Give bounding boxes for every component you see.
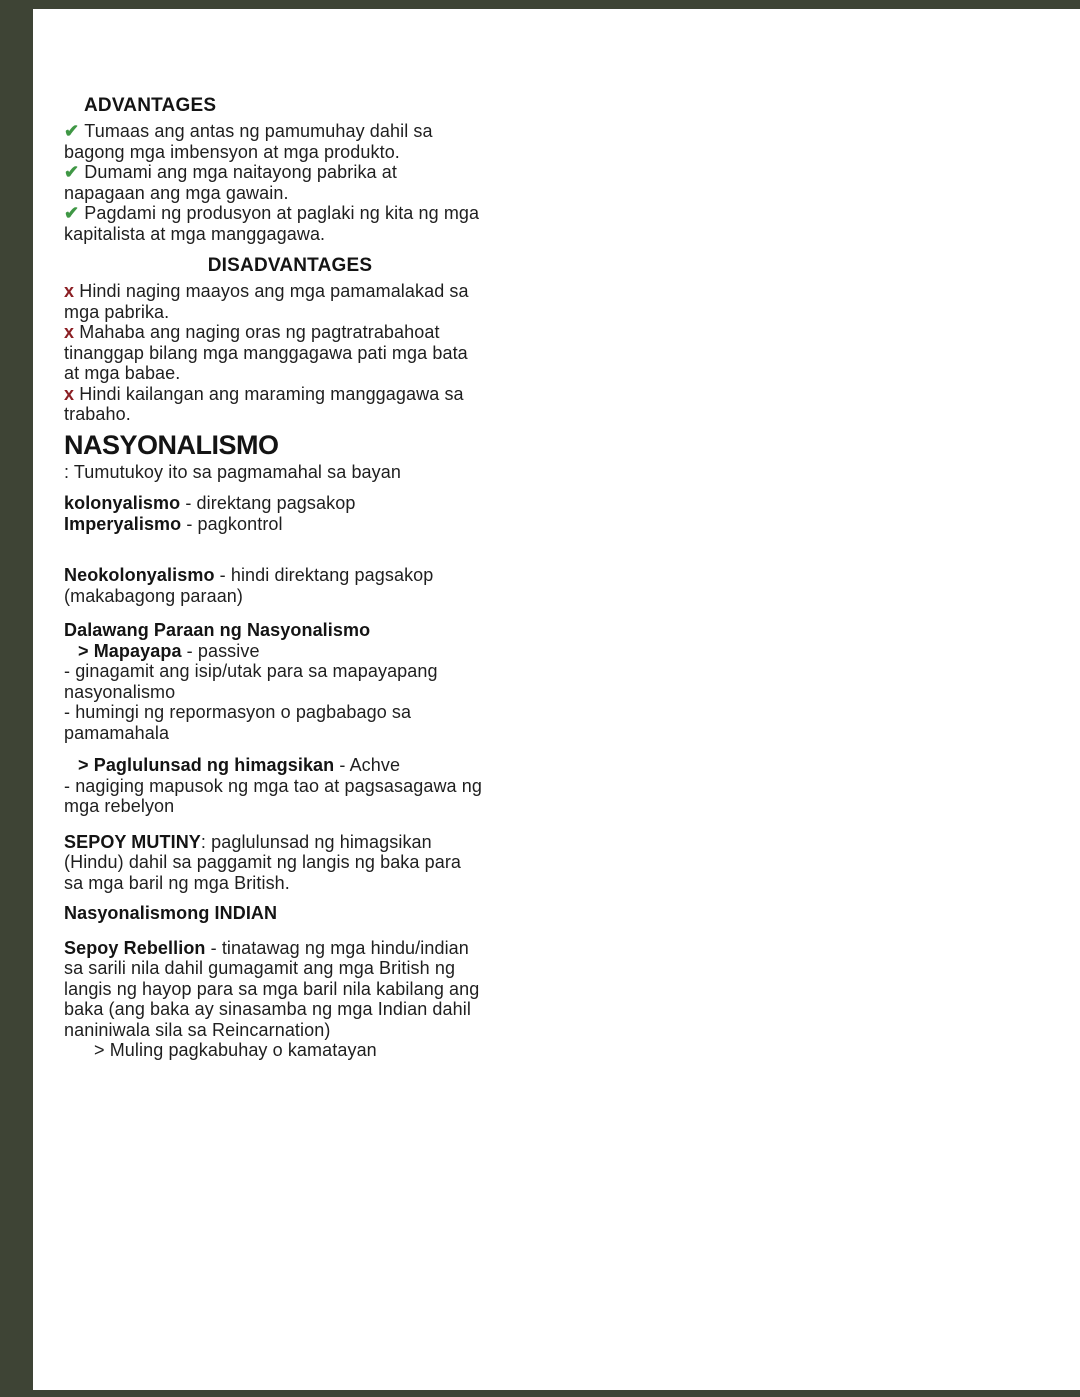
text-line bbox=[64, 1020, 516, 1041]
text-run: Hindi naging maayos ang mga pamamalakad sa bbox=[79, 281, 469, 301]
text-line bbox=[64, 776, 516, 797]
text-line bbox=[64, 661, 516, 682]
bold-term: NASYONALISMO bbox=[64, 429, 279, 460]
bold-term: Sepoy Rebellion bbox=[64, 937, 206, 958]
bold-term: > Paglulunsad ng himagsikan bbox=[78, 755, 335, 775]
text-run: - direktang pagsakop bbox=[180, 493, 356, 513]
text-line bbox=[64, 702, 516, 723]
text-run: Tumaas ang antas ng pamumuhay dahil sa bbox=[84, 121, 433, 141]
text-run: - humingi ng repormasyon o pagbabago sa bbox=[64, 702, 412, 722]
text-run: mga pabrika. bbox=[64, 301, 170, 322]
text-line bbox=[64, 979, 516, 1000]
text-run: baka (ang baka ay sinasamba ng mga Indian dahil bbox=[64, 999, 471, 1019]
text-line bbox=[64, 873, 516, 894]
notes-content bbox=[64, 95, 516, 1061]
check-icon: ✔ bbox=[64, 121, 85, 141]
text-line bbox=[64, 462, 516, 483]
disadvantage-item bbox=[64, 322, 516, 343]
bold-term: Dalawang Paraan ng Nasyonalismo bbox=[64, 620, 371, 640]
advantage-item bbox=[64, 162, 516, 183]
text-line bbox=[64, 224, 516, 245]
term-line bbox=[64, 514, 516, 535]
check-icon: ✔ bbox=[64, 162, 85, 182]
check-icon: ✔ bbox=[64, 203, 85, 223]
text-run: (makabagong paraan) bbox=[64, 585, 244, 606]
subheading-line bbox=[64, 620, 516, 641]
text-line bbox=[64, 852, 516, 873]
advantages-heading bbox=[64, 95, 516, 117]
text-line bbox=[64, 404, 516, 425]
text-run: kapitalista at mga manggagawa. bbox=[64, 223, 326, 244]
term-line bbox=[64, 755, 516, 776]
text-run: napagaan ang mga gawain. bbox=[64, 182, 289, 203]
text-run: - Achve bbox=[334, 755, 401, 775]
text-line bbox=[64, 142, 516, 163]
term-line bbox=[64, 938, 516, 959]
text-line bbox=[64, 363, 516, 384]
text-run: - passive bbox=[181, 640, 260, 661]
advantage-item bbox=[64, 203, 516, 224]
text-line bbox=[64, 958, 516, 979]
text-line bbox=[64, 796, 516, 817]
text-run: > Muling pagkabuhay o kamatayan bbox=[94, 1040, 377, 1060]
x-mark-icon: x bbox=[64, 383, 80, 404]
x-mark-icon: x bbox=[64, 281, 80, 301]
text-run: pamamahala bbox=[64, 722, 170, 743]
text-line bbox=[64, 343, 516, 364]
bold-term: ADVANTAGES bbox=[84, 95, 217, 116]
text-run: - hindi direktang pagsakop bbox=[214, 565, 434, 585]
text-run: Pagdami ng produsyon at paglaki ng kita ng mga bbox=[84, 203, 480, 223]
text-run: at mga babae. bbox=[64, 363, 181, 383]
text-run: trabaho. bbox=[64, 404, 131, 424]
text-run: bagong mga imbensyon at mga produkto. bbox=[64, 141, 400, 162]
text-run: sa mga baril ng mga British. bbox=[64, 872, 290, 893]
disadvantage-item bbox=[64, 281, 516, 302]
text-run: langis ng hayop para sa mga baril nila kabilang ang bbox=[64, 978, 480, 999]
text-line bbox=[64, 586, 516, 607]
text-line bbox=[64, 723, 516, 744]
text-run: : paglulunsad ng himagsikan bbox=[200, 831, 432, 852]
text-run: (Hindu) dahil sa paggamit ng langis ng baka para bbox=[64, 852, 462, 872]
text-run: nasyonalismo bbox=[64, 681, 176, 702]
text-run: tinanggap bilang mga manggagawa pati mga bata bbox=[64, 342, 468, 363]
text-line bbox=[64, 302, 516, 323]
text-line bbox=[64, 1040, 516, 1061]
term-line bbox=[64, 493, 516, 514]
text-run: - ginagamit ang isip/utak para sa mapayapang bbox=[64, 661, 438, 681]
bold-term: Imperyalismo bbox=[64, 513, 182, 534]
text-run: - tinatawag ng mga hindu/indian bbox=[205, 937, 469, 958]
text-run: mga rebelyon bbox=[64, 796, 175, 816]
bold-term: DISADVANTAGES bbox=[207, 255, 373, 276]
text-line bbox=[64, 999, 516, 1020]
bold-term: Neokolonyalismo bbox=[64, 565, 215, 585]
bold-term: kolonyalismo bbox=[64, 493, 181, 513]
x-mark-icon: x bbox=[64, 322, 80, 342]
disadvantage-item bbox=[64, 384, 516, 405]
advantage-item bbox=[64, 121, 516, 142]
text-run: Mahaba ang naging oras ng pagtratrabahoat bbox=[79, 322, 440, 342]
nasyonalismo-heading bbox=[64, 429, 516, 462]
bold-term: Nasyonalismong INDIAN bbox=[64, 903, 278, 923]
text-run: - pagkontrol bbox=[181, 513, 283, 534]
term-line bbox=[64, 832, 516, 853]
subheading-line bbox=[64, 903, 516, 924]
text-line bbox=[64, 183, 516, 204]
text-run: : Tumutukoy ito sa pagmamahal sa bayan bbox=[64, 461, 401, 482]
text-run: Dumami ang mga naitayong pabrika at bbox=[84, 162, 397, 182]
text-run: naniniwala sila sa Reincarnation) bbox=[64, 1019, 331, 1040]
text-run: Hindi kailangan ang maraming manggagawa sa bbox=[79, 383, 464, 404]
bold-term: > Mapayapa bbox=[78, 640, 182, 661]
term-line bbox=[64, 565, 516, 586]
bold-term: SEPOY MUTINY bbox=[64, 831, 201, 852]
text-run: sa sarili nila dahil gumagamit ang mga British ng bbox=[64, 958, 456, 978]
notes-page bbox=[33, 9, 1080, 1390]
text-run: - nagiging mapusok ng mga tao at pagsasagawa ng bbox=[64, 775, 482, 796]
text-line bbox=[64, 682, 516, 703]
term-line bbox=[64, 641, 516, 662]
disadvantages-heading bbox=[64, 255, 516, 277]
